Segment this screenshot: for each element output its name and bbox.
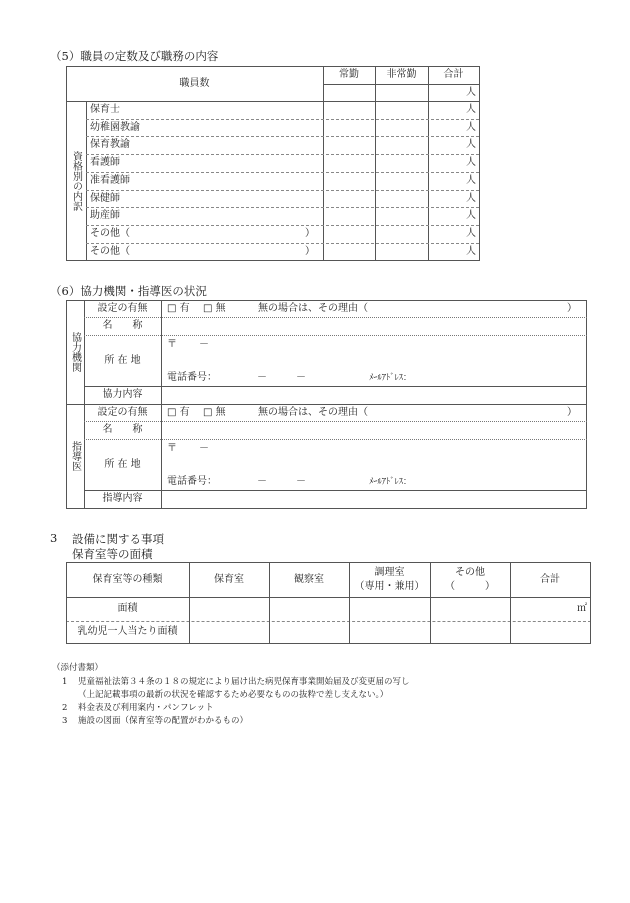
parttime-count-field[interactable] xyxy=(376,191,427,206)
other-close-paren: ） xyxy=(305,228,315,239)
col-kitchen-sub: （専用・兼用） xyxy=(354,580,425,592)
col-nursery-room: 保育室 xyxy=(214,573,244,585)
staff-row-label: その他（ xyxy=(90,245,130,257)
row-area-label: 面積 xyxy=(117,603,138,614)
parttime-count-field[interactable] xyxy=(376,244,427,259)
parttime-count-field[interactable] xyxy=(376,137,427,153)
attachment-text: 児童福祉法第３４条の１８の規定により届け出た病児保育事業開始届及び変更届の写し xyxy=(78,677,410,687)
attachment-text: 施設の図面（保育室等の配置がわかるもの） xyxy=(78,716,249,726)
phone-label: 電話番号： xyxy=(167,476,217,487)
staff-row-label: 保健師 xyxy=(90,192,120,204)
checkbox-no[interactable]: □ 無 xyxy=(203,407,226,418)
email-label: ﾒｰﾙｱﾄﾞﾚｽ： xyxy=(369,373,412,383)
col-other-label: その他 xyxy=(455,566,485,578)
postal-dash: － xyxy=(199,443,209,454)
reason-text: 無の場合は、その理由（ xyxy=(258,303,368,314)
col-kitchen xyxy=(349,562,430,597)
attachment-num: 3 xyxy=(62,716,68,726)
fulltime-count-field[interactable] xyxy=(324,208,374,224)
staff-row-label: 幼稚園教諭 xyxy=(90,121,140,133)
row-unit: 人 xyxy=(466,104,476,115)
col-total: 合計 xyxy=(540,573,560,585)
staff-row-label: 保育士 xyxy=(90,104,120,115)
content-field[interactable] xyxy=(163,387,585,403)
fulltime-count-field[interactable] xyxy=(324,102,374,118)
attachment-num: 2 xyxy=(62,703,68,713)
checkbox-no[interactable]: □ 無 xyxy=(203,303,226,314)
phone-dash-2: － xyxy=(296,476,306,487)
row-unit: 人 xyxy=(466,210,476,221)
other-close-paren: ） xyxy=(305,246,315,257)
name-field[interactable] xyxy=(163,318,585,334)
guidance-content-label: 指導内容 xyxy=(102,493,143,504)
section3-number: 3 xyxy=(50,531,58,545)
col-other xyxy=(430,562,510,597)
phone-dash-2: － xyxy=(296,372,306,383)
row-unit: 人 xyxy=(466,157,476,168)
staff-row-label: 保育教諭 xyxy=(90,139,130,150)
fulltime-count-field[interactable] xyxy=(324,226,374,242)
row-per-child-area-label: 乳幼児一人当たり面積 xyxy=(77,626,178,637)
col-total: 合計 xyxy=(443,69,464,80)
attachments-title: （添付書類） xyxy=(52,663,104,673)
address-label: 所 在 地 xyxy=(104,354,141,366)
col-observation-room: 観察室 xyxy=(294,573,324,585)
setting-label: 設定の有無 xyxy=(97,406,148,418)
row-unit: 人 xyxy=(466,228,476,239)
section5-title: （5）職員の定数及び職務の内容 xyxy=(50,49,219,63)
phone-dash-1: － xyxy=(257,372,267,383)
name-label: 名 称 xyxy=(102,424,143,435)
checkbox-yes[interactable]: □ 有 xyxy=(167,407,190,418)
supervising-doctor-label: 指導医 xyxy=(69,441,81,471)
attachment-note: （上記記載事項の最新の状況を確認するため必要なものの抜粋で差し支えない。） xyxy=(78,690,389,700)
phone-label: 電話番号： xyxy=(167,372,217,383)
fulltime-count-field[interactable] xyxy=(324,137,374,153)
reason-close: ） xyxy=(567,303,577,314)
section3-subheading: 保育室等の面積 xyxy=(72,547,153,561)
content-label: 協力内容 xyxy=(102,389,143,400)
row-unit: 人 xyxy=(466,139,476,150)
row-unit: 人 xyxy=(466,121,476,133)
staff-count-header: 職員数 xyxy=(179,77,210,89)
fulltime-count-field[interactable] xyxy=(324,244,374,259)
reason-text: 無の場合は、その理由（ xyxy=(258,407,368,418)
postal-mark: 〒 xyxy=(167,339,177,350)
parttime-count-field[interactable] xyxy=(376,208,427,224)
fulltime-count-field[interactable] xyxy=(324,155,374,171)
parttime-count-field[interactable] xyxy=(376,155,427,171)
attachment-text: 料金表及び利用案内・パンフレット xyxy=(78,703,214,713)
fulltime-count-field[interactable] xyxy=(324,120,374,135)
parttime-count-field[interactable] xyxy=(376,102,427,118)
section3-heading: 設備に関する事項 xyxy=(72,532,164,546)
fulltime-count-field[interactable] xyxy=(324,191,374,206)
parttime-count-field[interactable] xyxy=(376,173,427,189)
phone-dash-1: － xyxy=(257,476,267,487)
staff-row-label: 看護師 xyxy=(90,157,120,168)
setting-label: 設定の有無 xyxy=(97,302,148,314)
attachment-num: 1 xyxy=(62,677,68,687)
reason-close: ） xyxy=(567,407,577,418)
name-label: 名 称 xyxy=(102,320,143,331)
name-field[interactable] xyxy=(163,422,585,438)
staff-row-label: 助産師 xyxy=(90,210,120,221)
row-unit: 人 xyxy=(466,245,476,257)
checkbox-yes[interactable]: □ 有 xyxy=(167,303,190,314)
col-kitchen-label: 調理室 xyxy=(374,566,405,578)
parttime-count-field[interactable] xyxy=(376,120,427,135)
postal-dash: － xyxy=(199,339,209,350)
row-unit: 人 xyxy=(466,192,476,204)
row-unit: 人 xyxy=(466,175,476,186)
fulltime-count-field[interactable] xyxy=(324,173,374,189)
col-parttime: 非常勤 xyxy=(386,69,417,80)
col-room-type: 保育室等の種類 xyxy=(92,573,163,585)
parttime-count-field[interactable] xyxy=(376,226,427,242)
section6-title: （6）協力機関・指導医の状況 xyxy=(50,284,207,298)
col-fulltime: 常勤 xyxy=(339,69,359,80)
postal-mark: 〒 xyxy=(167,443,177,454)
content-field[interactable] xyxy=(163,491,585,507)
email-label: ﾒｰﾙｱﾄﾞﾚｽ： xyxy=(369,477,412,487)
staff-row-label: その他（ xyxy=(90,228,130,239)
col-other-sub: （ ） xyxy=(445,580,495,592)
staff-row-label: 准看護師 xyxy=(90,175,130,186)
area-unit: ㎡ xyxy=(577,603,587,614)
total-unit: 人 xyxy=(466,86,476,98)
address-label: 所 在 地 xyxy=(104,458,141,470)
cooperating-institution-label: 協力機関 xyxy=(69,332,81,372)
qualification-breakdown-label: 資格別の内訳 xyxy=(70,150,82,211)
